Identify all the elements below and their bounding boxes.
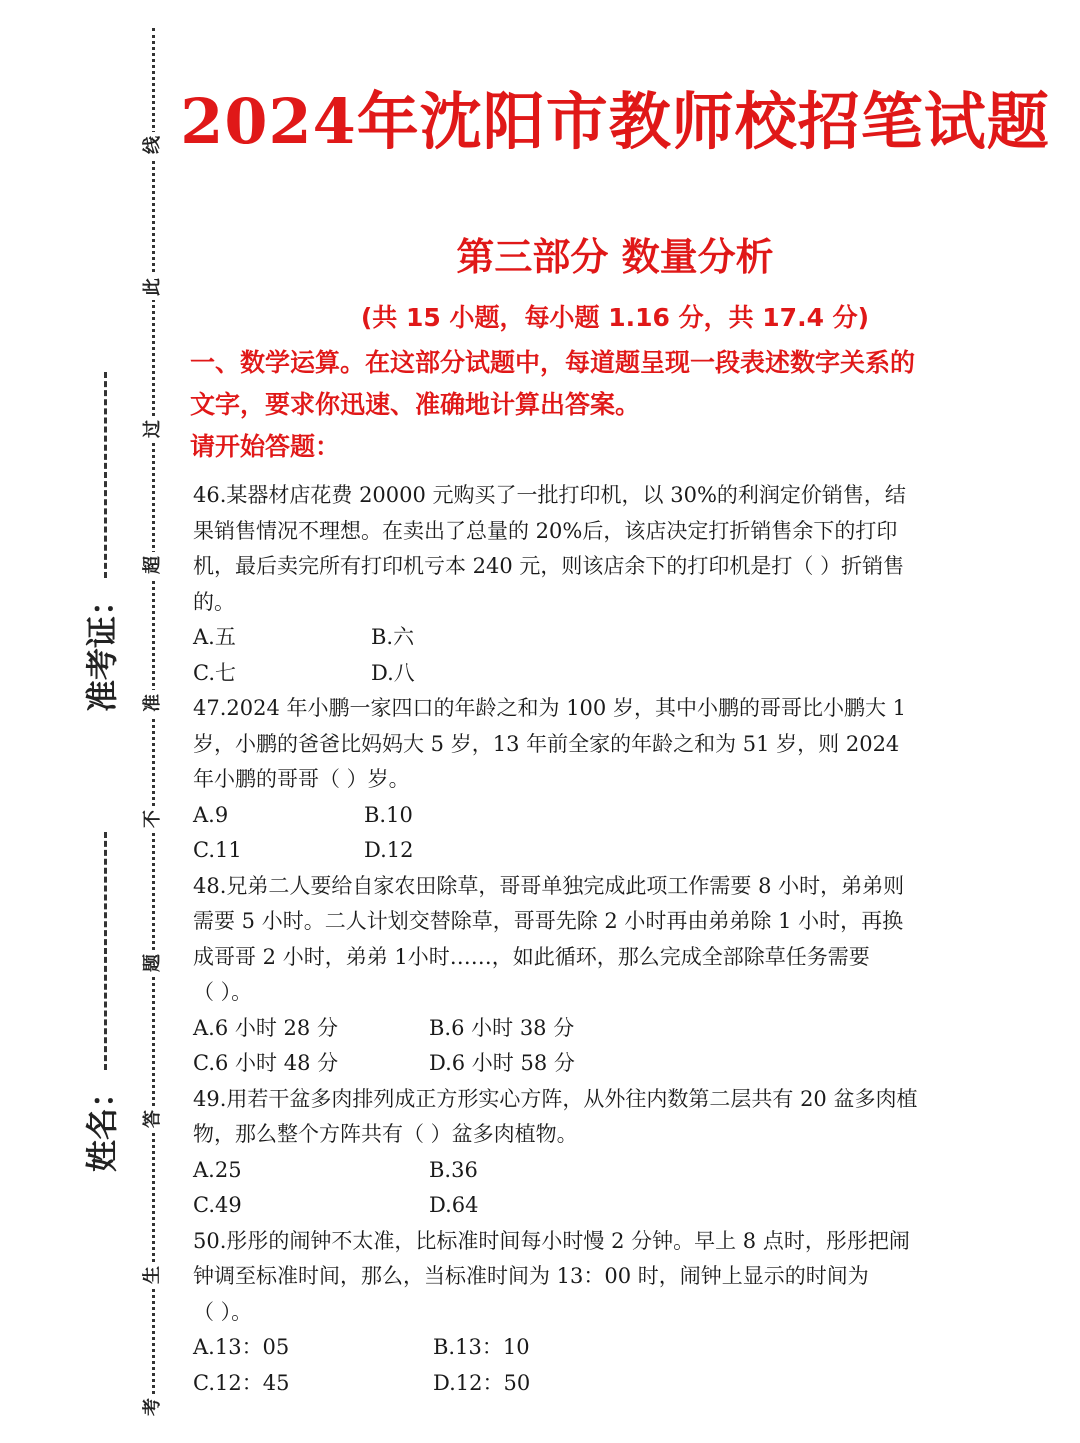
cut-word: 答	[140, 1106, 166, 1132]
option-a: A.五	[193, 625, 236, 649]
question-text-line: 钟调至标准时间，那么，当标准时间为 13：00 时，闹钟上显示的时间为	[193, 1264, 869, 1288]
exam-id-blank	[104, 372, 107, 578]
option-c: C.11	[193, 838, 242, 862]
answer-options	[193, 1330, 1043, 1401]
question-text-line: （ ）。	[193, 980, 253, 1004]
name-label: 姓名：	[83, 1075, 121, 1172]
question-46	[193, 478, 1043, 691]
cut-word: 此	[140, 274, 166, 300]
option-b: B.六	[371, 625, 415, 649]
cut-word: 超	[140, 552, 166, 578]
name-blank	[104, 832, 107, 1070]
question-text-line: 50.彤彤的闹钟不太准，比标准时间每小时慢 2 分钟。早上 8 点时，彤彤把闹	[193, 1228, 910, 1253]
option-b: B.10	[364, 802, 413, 827]
page-title: 2024年沈阳市教师校招笔试题	[180, 85, 1050, 158]
answer-options	[193, 620, 1043, 691]
question-text-line: 48.兄弟二人要给自家农田除草，哥哥单独完成此项工作需要 8 小时，弟弟则	[193, 873, 905, 898]
option-d: D.12	[364, 838, 414, 862]
option-b: B.13：10	[433, 1335, 530, 1359]
question-text-line: 49.用若干盆多肉排列成正方形实心方阵，从外往内数第二层共有 20 盆多肉植	[193, 1086, 918, 1111]
binding-margin	[0, 0, 180, 1443]
scoring-note: (共 15 小题，每小题 1.16 分，共 17.4 分)	[360, 303, 870, 332]
instruction-line: 一、数学运算。在这部分试题中，每道题呈现一段表述数字关系的	[190, 348, 916, 377]
option-d: D.64	[429, 1193, 479, 1217]
answer-options	[193, 1153, 1043, 1224]
option-c: C.49	[193, 1193, 242, 1217]
option-c: C.12：45	[193, 1370, 290, 1395]
instruction-line: 请开始答题：	[190, 432, 341, 461]
option-c: C.七	[193, 660, 236, 685]
cut-word: 生	[140, 1262, 166, 1288]
cut-line	[152, 28, 155, 1418]
question-49	[193, 1082, 1043, 1224]
question-text-line: 果销售情况不理想。在卖出了总量的 20%后，该店决定打折销售余下的打印	[193, 518, 898, 543]
option-a: A.6 小时 28 分	[193, 1015, 338, 1040]
option-a: A.13：05	[193, 1335, 290, 1359]
section-heading: 第三部分 数量分析	[456, 235, 774, 279]
instruction-line: 文字，要求你迅速、准确地计算出答案。	[190, 390, 641, 419]
question-text-line: 的。	[193, 589, 235, 614]
question-text-line: 物，那么整个方阵共有（ ）盆多肉植物。	[193, 1122, 578, 1146]
option-a: A.9	[193, 802, 229, 827]
cut-word: 准	[140, 690, 166, 716]
cut-word: 过	[140, 416, 166, 442]
cut-word: 不	[140, 806, 166, 832]
cut-word: 题	[140, 950, 166, 976]
question-50	[193, 1224, 1043, 1402]
instructions	[190, 342, 1055, 468]
question-text-line: （ ）。	[193, 1299, 253, 1324]
option-d: D.12：50	[433, 1370, 531, 1395]
option-b: B.36	[429, 1157, 478, 1182]
question-text-line: 需要 5 小时。二人计划交替除草，哥哥先除 2 小时再由弟弟除 1 小时，再换	[193, 909, 904, 933]
cut-word: 线	[140, 132, 166, 158]
question-47	[193, 691, 1043, 869]
name-field	[78, 832, 122, 1172]
question-text-line: 机，最后卖完所有打印机亏本 240 元，则该店余下的打印机是打（ ）折销售	[193, 554, 905, 578]
option-d: D.6 小时 58 分	[429, 1051, 575, 1075]
question-text-line: 年小鹏的哥哥（ ）岁。	[193, 767, 410, 791]
question-text-line: 46.某器材店花费 20000 元购买了一批打印机，以 30%的利润定价销售，结	[193, 483, 906, 507]
option-a: A.25	[193, 1157, 242, 1182]
option-d: D.八	[371, 660, 415, 685]
question-list	[193, 478, 1043, 1401]
option-c: C.6 小时 48 分	[193, 1051, 339, 1075]
cut-word: 考	[140, 1394, 166, 1420]
question-text-line: 47.2024 年小鹏一家四口的年龄之和为 100 岁，其中小鹏的哥哥比小鹏大 1	[193, 696, 906, 720]
question-text-line: 成哥哥 2 小时，弟弟 1小时……，如此循环，那么完成全部除草任务需要	[193, 944, 870, 969]
question-text-line: 岁，小鹏的爸爸比妈妈大 5 岁，13 年前全家的年龄之和为 51 岁，则 2024	[193, 731, 900, 756]
answer-options	[193, 1011, 1043, 1082]
exam-id-label: 准考证：	[83, 583, 121, 712]
exam-id-field	[78, 372, 122, 712]
question-48	[193, 869, 1043, 1082]
option-b: B.6 小时 38 分	[429, 1015, 575, 1040]
answer-options	[193, 798, 1043, 869]
